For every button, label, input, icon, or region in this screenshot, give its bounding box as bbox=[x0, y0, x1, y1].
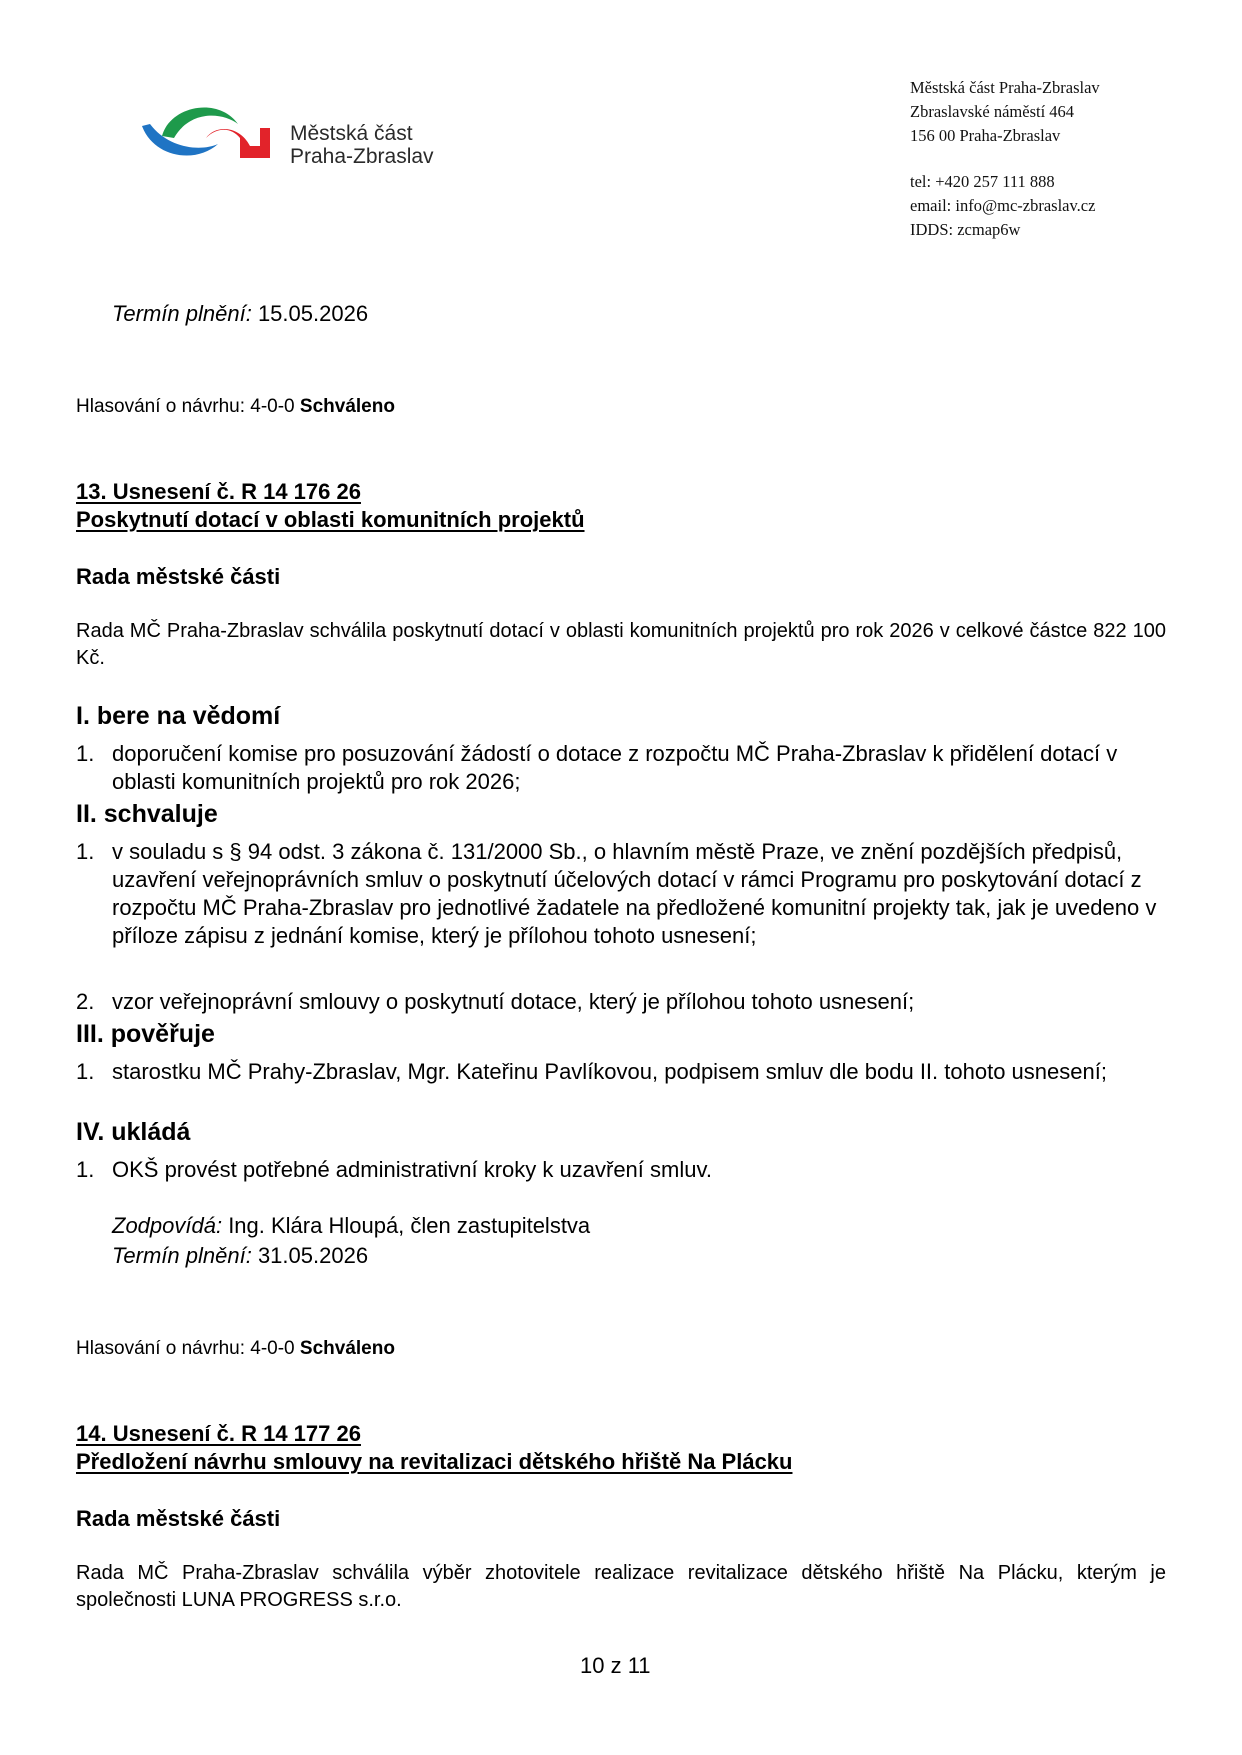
res13-section-3: III. pověřuje bbox=[76, 1020, 215, 1048]
res13-zodpovida bbox=[112, 1212, 590, 1240]
res13-rada: Rada městské části bbox=[76, 564, 281, 589]
res13-vote bbox=[76, 1338, 395, 1360]
list-item-text: v souladu s § 94 odst. 3 zákona č. 131/2000 Sb., o hlavním městě Praze, ve znění pozdějších předpisů, uzavření veřejnoprávních smluv o poskytnutí účelových dotací v rámci Programu pro poskytování dotací z rozpočtu MČ Praha-Zbraslav pro jednotlivé žadatele na předložené komunitní projekty tak, jak je uvedeno v příloze zápisu z jednání komise, který je přílohou tohoto usnesení; bbox=[112, 839, 1157, 948]
zodpovida-value: Ing. Klára Hloupá, člen zastupitelstva bbox=[222, 1213, 591, 1238]
vote-label: Hlasování o návrhu: 4-0-0 bbox=[76, 396, 300, 417]
res14-subtitle: Předložení návrhu smlouvy na revitalizaci dětského hřiště Na Plácku bbox=[76, 1449, 793, 1474]
logo-text bbox=[290, 122, 434, 168]
list-item-text: starostku MČ Prahy-Zbraslav, Mgr. Kateřinu Pavlíkovou, podpisem smluv dle bodu II. tohoto usnesení; bbox=[112, 1059, 1107, 1084]
contact-block bbox=[910, 76, 1100, 242]
res13-termin bbox=[112, 1242, 368, 1270]
res13-section-4: IV. ukládá bbox=[76, 1118, 191, 1146]
res13-intro: Rada MČ Praha-Zbraslav schválila poskytnutí dotací v oblasti komunitních projektů pro rok 2026 v celkové částce 822 100 Kč. bbox=[76, 620, 1166, 669]
termin-value: 15.05.2026 bbox=[251, 301, 369, 326]
res14-rada: Rada městské části bbox=[76, 1506, 281, 1531]
contact-street: Zbraslavské náměstí 464 bbox=[910, 102, 1075, 121]
res13-section-2: II. schvaluje bbox=[76, 800, 218, 828]
list-item-text: vzor veřejnoprávní smlouvy o poskytnutí dotace, který je přílohou tohoto usnesení; bbox=[112, 989, 915, 1014]
top-termin bbox=[112, 300, 368, 328]
contact-org: Městská část Praha-Zbraslav bbox=[910, 78, 1100, 97]
logo bbox=[140, 98, 440, 178]
top-vote bbox=[76, 396, 395, 418]
res13-section-1: I. bere na vědomí bbox=[76, 702, 281, 730]
zodpovida-label: Zodpovídá: bbox=[112, 1213, 223, 1238]
list-item-number: 1. bbox=[76, 1157, 95, 1182]
logo-line2: Praha-Zbraslav bbox=[290, 145, 434, 168]
res14-title: 14. Usnesení č. R 14 177 26 bbox=[76, 1421, 361, 1446]
list-item-number: 1. bbox=[76, 741, 95, 766]
contact-email: email: info@mc-zbraslav.cz bbox=[910, 196, 1096, 215]
termin-label: Termín plnění: bbox=[112, 301, 252, 326]
vote-result: Schváleno bbox=[299, 396, 395, 417]
list-item-text: doporučení komise pro posuzování žádostí o dotace z rozpočtu MČ Praha-Zbraslav k přidělení dotací v oblasti komunitních projektů pro rok 2026; bbox=[112, 741, 1118, 794]
logo-line1: Městská část bbox=[290, 122, 413, 145]
list-item-number: 2. bbox=[76, 989, 95, 1014]
contact-city: 156 00 Praha-Zbraslav bbox=[910, 126, 1061, 145]
contact-idds: IDDS: zcmap6w bbox=[910, 220, 1021, 239]
page-number: 10 z 11 bbox=[580, 1653, 651, 1678]
res14-intro: Rada MČ Praha-Zbraslav schválila výběr zhotovitele realizace revitalizace dětského hřiště Na Plácku, kterým je společnosti LUNA PROGRESS s.r.o. bbox=[76, 1562, 1166, 1611]
list-item-number: 1. bbox=[76, 1059, 95, 1084]
list-item-number: 1. bbox=[76, 839, 95, 864]
termin-label: Termín plnění: bbox=[112, 1243, 252, 1268]
list-item-text: OKŠ provést potřebné administrativní kroky k uzavření smluv. bbox=[112, 1157, 712, 1182]
res13-subtitle: Poskytnutí dotací v oblasti komunitních projektů bbox=[76, 507, 585, 532]
vote-label: Hlasování o návrhu: 4-0-0 bbox=[76, 1338, 300, 1359]
logo-mark-icon bbox=[140, 98, 275, 168]
termin-value: 31.05.2026 bbox=[251, 1243, 369, 1268]
res13-title: 13. Usnesení č. R 14 176 26 bbox=[76, 479, 361, 504]
vote-result: Schváleno bbox=[299, 1338, 395, 1359]
contact-tel: tel: +420 257 111 888 bbox=[910, 172, 1055, 191]
